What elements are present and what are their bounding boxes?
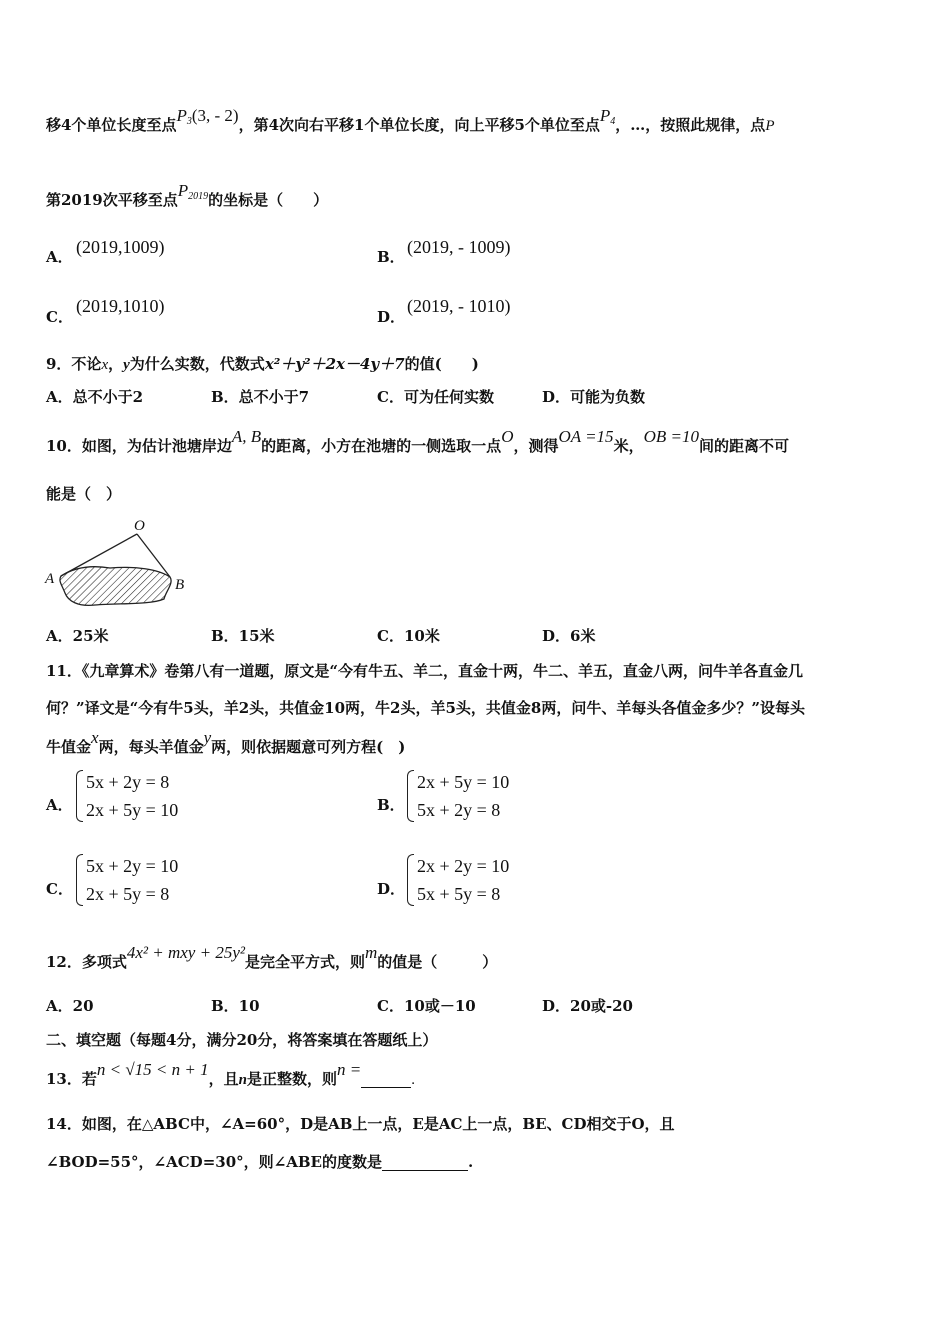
q10-option-b: B．15米 (211, 627, 275, 645)
intro-option-a-value: (2019,1009) (76, 237, 165, 257)
label-o: O (134, 518, 145, 534)
pond-shape (60, 567, 171, 606)
intro-option-c-value: (2019,1010) (76, 296, 165, 316)
intro-option-c-letter: C． (46, 308, 73, 326)
p3-coords: (3, - 2) (191, 106, 239, 125)
section-2-heading: 二、填空题（每题4分，满分20分，将答案填在答题纸上） (46, 1031, 438, 1049)
intro-text-a: 移4个单位长度至点 (46, 116, 177, 134)
intro-text-d: 第2019次平移至点 (46, 191, 178, 209)
q10-stem-line-1: 10．如图，为估计池塘岸边A, B的距离，小方在池塘的一侧选取一点O，测得OA =15米，OB =10间的距离不可 (46, 427, 789, 455)
q13-answer-blank (361, 1072, 411, 1088)
q9-option-c: C．可为任何实数 (377, 388, 494, 406)
intro-text-b: ，第4次向右平移1个单位长度，向上平移5个单位至点 (238, 116, 600, 134)
label-b: B (175, 577, 185, 593)
q11-option-a-system: 5x + 2y = 8 2x + 5y = 10 (76, 768, 178, 824)
q14-line-1: 14．如图，在△ABC中，∠A=60°，D是AB上一点，E是AC上一点，BE、CD相交于O，且 (46, 1115, 675, 1133)
q12-option-a: A．20 (46, 997, 94, 1015)
intro-line-1 (46, 106, 775, 134)
intro-text-e: 的坐标是（ ） (208, 191, 329, 209)
q14-line-2: ∠BOD=55°，∠ACD=30°，则∠ABE的度数是 . (46, 1153, 474, 1171)
q11-option-a-letter: A． (46, 796, 73, 814)
q12-option-c: C．10或－10 (377, 997, 476, 1015)
q10-option-d: D．6米 (542, 627, 596, 645)
intro-option-b-letter: B． (377, 248, 405, 266)
point-p2019: P2019 (177, 181, 209, 202)
q12-option-d: D．20或-20 (542, 997, 633, 1015)
q12-stem: 12．多项式4x² + mxy + 25y²是完全平方式，则m的值是（ ） (46, 943, 498, 971)
intro-option-a-letter: A． (46, 248, 73, 266)
point-p4: P4 (599, 106, 616, 127)
q9-option-b: B．总不小于7 (211, 388, 310, 406)
q10-stem-line-2: 能是（ ） (46, 485, 122, 503)
point-p3: P3 (176, 106, 192, 127)
q12-option-b: B．10 (211, 997, 260, 1015)
q10-option-c: C．10米 (377, 627, 440, 645)
intro-option-d-letter: D． (377, 308, 406, 326)
q9-option-a: A．总不小于2 (46, 388, 144, 406)
q11-option-c-letter: C． (46, 880, 73, 898)
q9-option-d: D．可能为负数 (542, 388, 646, 406)
intro-text-c: ，…，按照此规律，点 (615, 116, 766, 134)
q11-line-2: 何？”译文是“今有牛5头，羊2头，共值金10两，牛2头，羊5头，共值金8两，问牛、羊每头各值金多少？”设每头 (46, 699, 805, 717)
q11-option-b-letter: B． (377, 796, 405, 814)
q9-stem: 9．不论x，y为什么实数，代数式x²＋y²＋2x－4y＋7的值( ) (46, 355, 479, 373)
point-p: P (765, 118, 775, 134)
intro-line-2 (46, 181, 329, 209)
label-a: A (45, 571, 55, 587)
q11-line-1: 11．《九章算术》卷第八有一道题，原文是“今有牛五、羊二，直金十两，牛二、羊五，直金八两，问牛羊各直金几 (46, 662, 804, 680)
q11-line-3: 牛值金x两，每头羊值金y两，则依据题意可列方程( ) (46, 728, 406, 756)
q11-option-b-system: 2x + 5y = 10 5x + 2y = 8 (407, 768, 509, 824)
q11-option-d-system: 2x + 2y = 10 5x + 5y = 8 (407, 852, 509, 908)
q10-pond-figure (40, 515, 200, 615)
q11-option-d-letter: D． (377, 880, 406, 898)
intro-option-b-value: (2019, - 1009) (407, 237, 511, 257)
q10-option-a: A．25米 (46, 627, 109, 645)
q13-stem: 13．若n < √15 < n + 1，且n是正整数，则n = . (46, 1060, 415, 1088)
q11-option-c-system: 5x + 2y = 10 2x + 5y = 8 (76, 852, 178, 908)
q14-answer-blank (382, 1155, 468, 1171)
intro-option-d-value: (2019, - 1010) (407, 296, 511, 316)
